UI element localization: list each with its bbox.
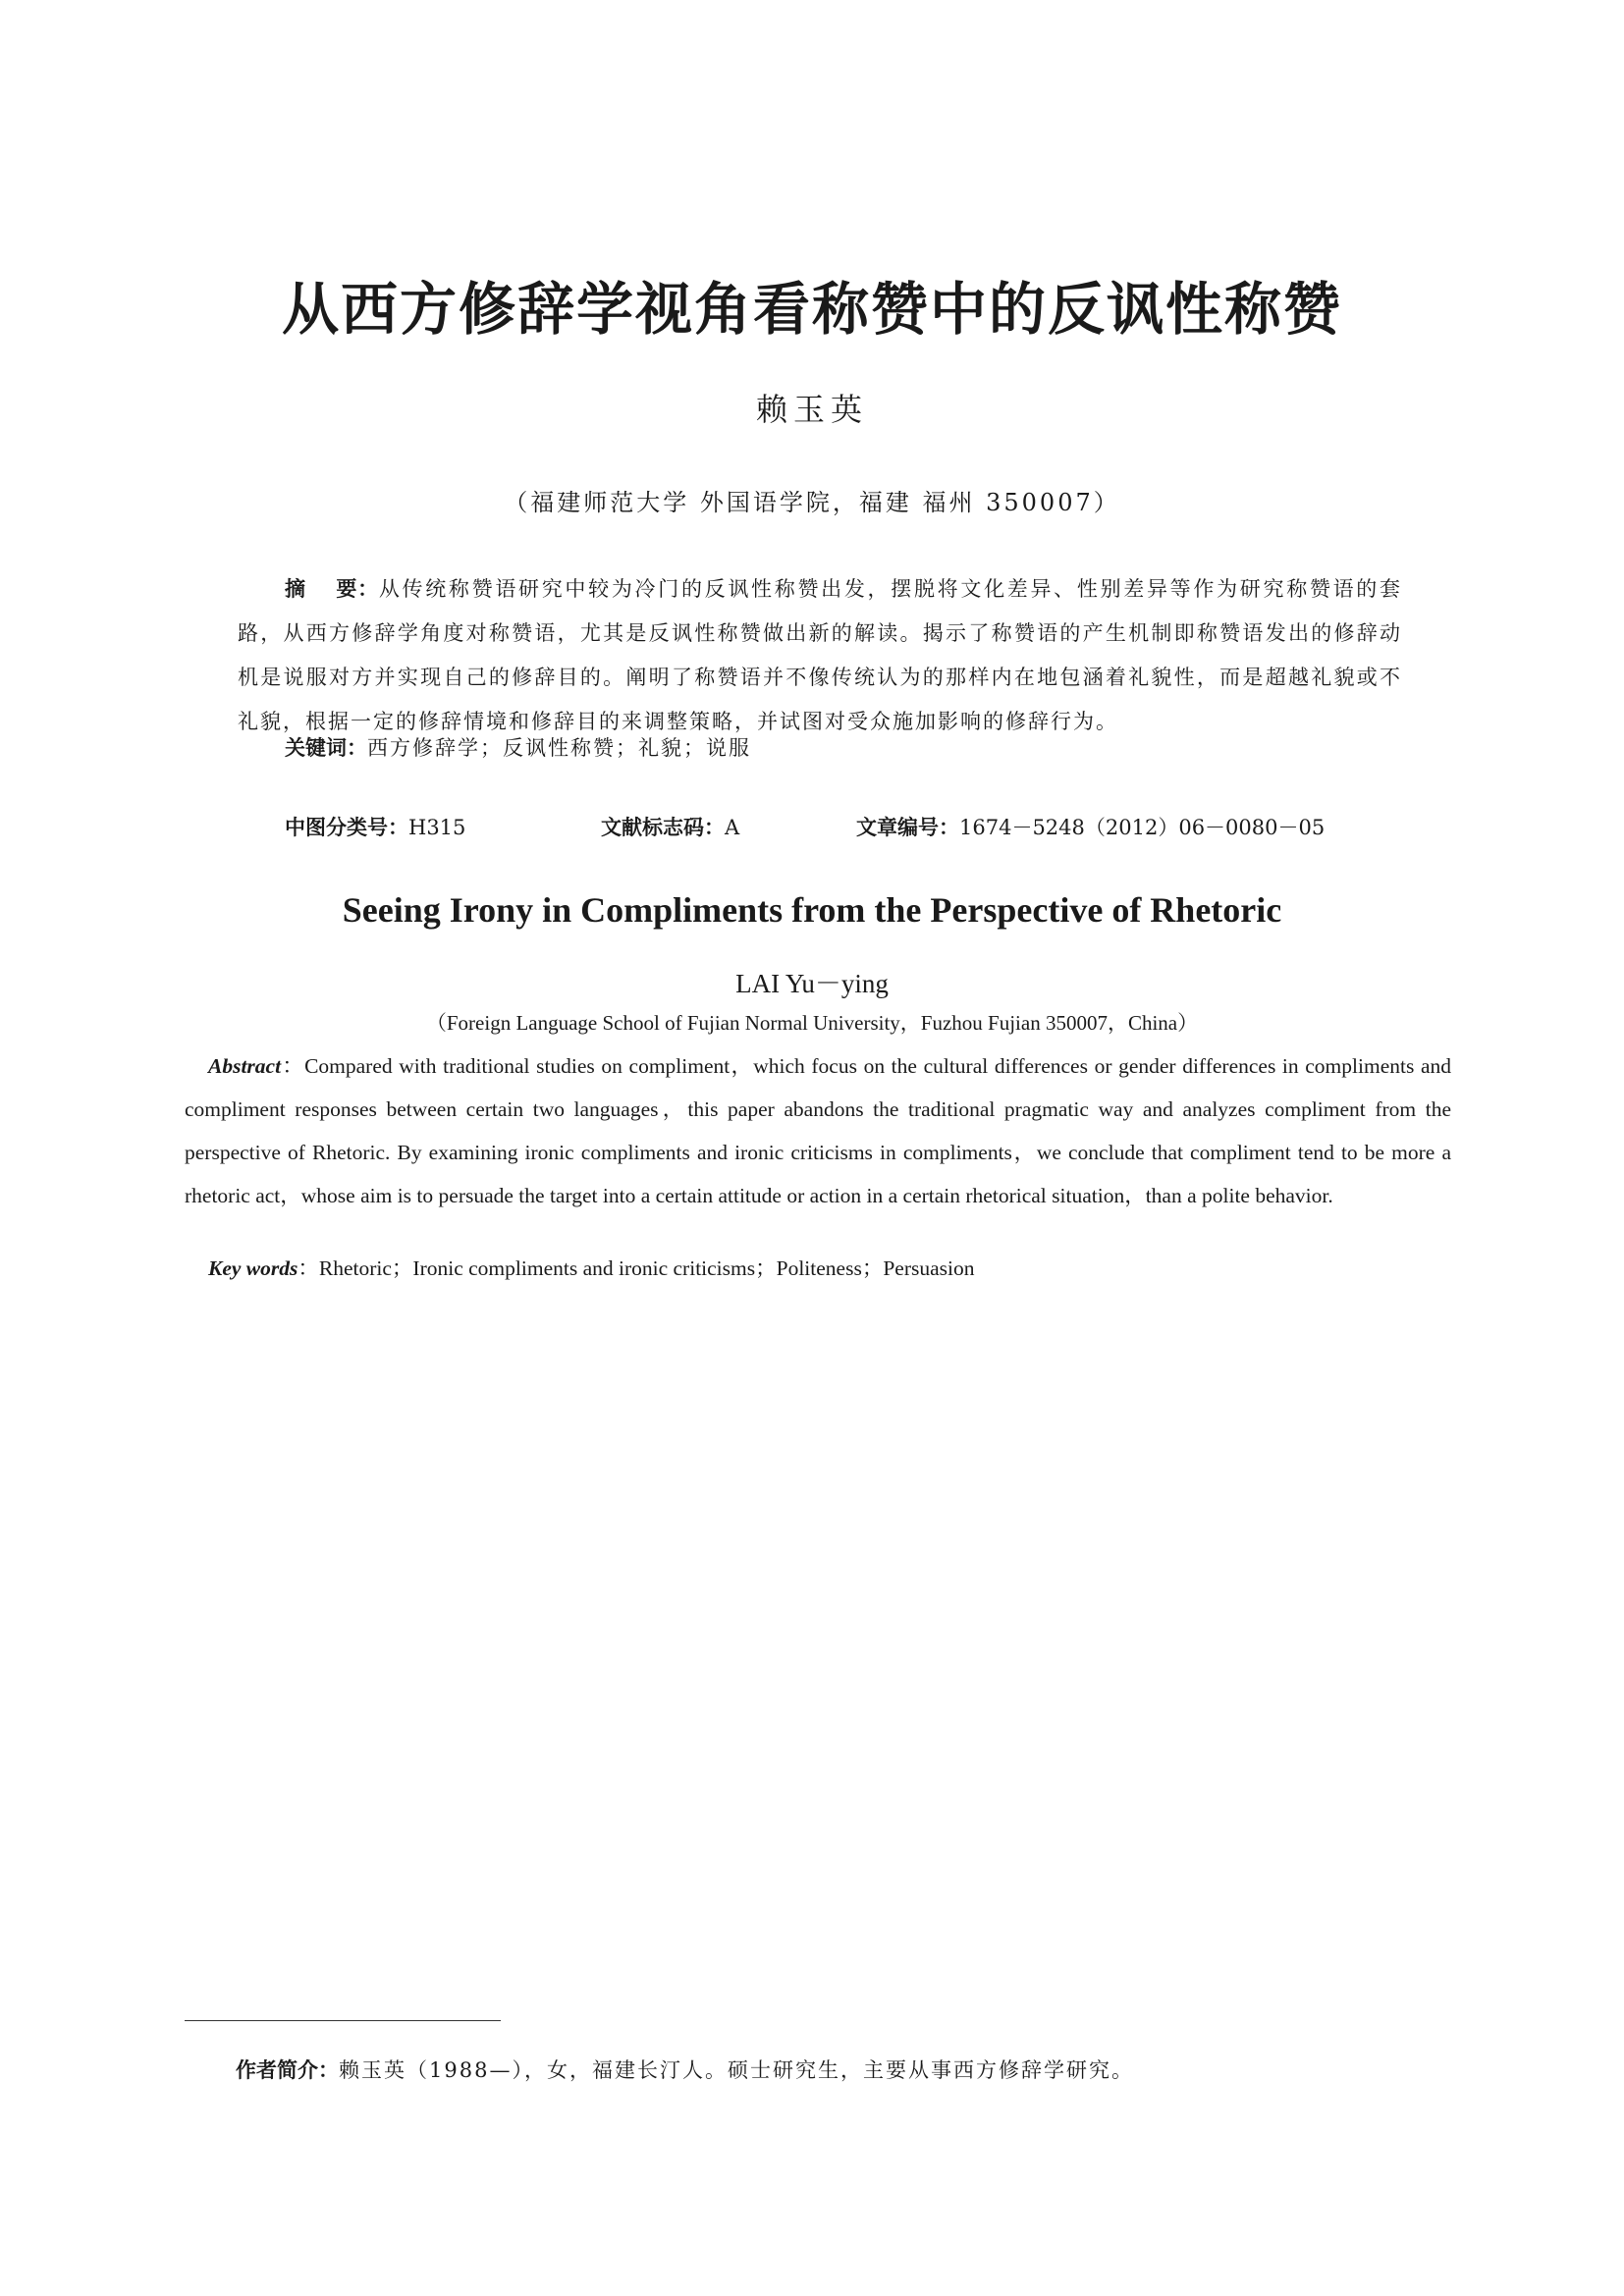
document-code-value: A: [725, 816, 740, 839]
english-author: LAI Yu－ying: [735, 969, 889, 998]
chinese-author: 赖玉英: [755, 391, 868, 428]
english-abstract-label: Abstract: [208, 1054, 282, 1078]
english-abstract-sep: ：: [281, 1054, 305, 1078]
article-number: [856, 813, 1325, 842]
document-code-label: 文献标志码：: [601, 816, 725, 839]
clc-value: H315: [408, 816, 466, 839]
author-footnote: [236, 2054, 1414, 2087]
document-code: [601, 813, 739, 842]
footnote-label: 作者简介：: [236, 2058, 339, 2082]
english-keywords-sep: ：: [298, 1256, 319, 1280]
chinese-affiliation: （福建师范大学 外国语学院，福建 福州 350007）: [504, 489, 1120, 516]
english-abstract: [185, 1044, 1451, 1217]
english-keywords-text: Rhetoric；Ironic compliments and ironic criticisms；Politeness；Persuasion: [318, 1256, 975, 1280]
english-keywords: [208, 1247, 1451, 1290]
article-number-label: 文章编号：: [856, 816, 959, 839]
chinese-keywords-text: 西方修辞学；反讽性称赞；礼貌；说服: [367, 736, 751, 760]
english-title: Seeing Irony in Compliments from the Perspective of Rhetoric: [342, 890, 1282, 930]
footnote-divider: [185, 2020, 501, 2021]
english-abstract-text: Compared with traditional studies on compliment，which focus on the cultural differences or gender differences in compliments and compliment responses between certain two languages，this paper abandons the traditional pragmatic way and analyzes compliment from the perspective of Rhetoric. By examining ironic compliments and ironic criticisms in compliments，we conclude that compliment tend to be more a rhetoric act，whose aim is to persuade the target into a certain attitude or action in a certain rhetorical situation，than a polite behavior.: [185, 1054, 1451, 1207]
chinese-abstract-text: 从传统称赞语研究中较为冷门的反讽性称赞出发，摆脱将文化差异、性别差异等作为研究称赞语的套路，从西方修辞学角度对称赞语，尤其是反讽性称赞做出新的解读。揭示了称赞语的产生机制即称赞语发出的修辞动机是说服对方并实现自己的修辞目的。阐明了称赞语并不像传统认为的那样内在地包涵着礼貌性，而是超越礼貌或不礼貌，根据一定的修辞情境和修辞目的来调整策略，并试图对受众施加影响的修辞行为。: [238, 577, 1402, 733]
footnote-text: 赖玉英（1988—），女，福建长汀人。硕士研究生，主要从事西方修辞学研究。: [339, 2058, 1134, 2082]
chinese-abstract: [238, 567, 1402, 744]
chinese-keywords-label: 关键词：: [285, 736, 367, 760]
chinese-keywords: [285, 728, 1402, 768]
chinese-title: 从西方修辞学视角看称赞中的反讽性称赞: [281, 276, 1342, 343]
chinese-abstract-label: 摘 要：: [285, 577, 379, 601]
clc-number: [285, 813, 465, 842]
english-affiliation: （Foreign Language School of Fujian Normal University，Fuzhou Fujian 350007，China）: [425, 1011, 1199, 1035]
english-keywords-label: Key words: [208, 1256, 298, 1280]
article-number-value: 1674－5248（2012）06－0080－05: [959, 816, 1326, 839]
clc-label: 中图分类号：: [285, 816, 408, 839]
